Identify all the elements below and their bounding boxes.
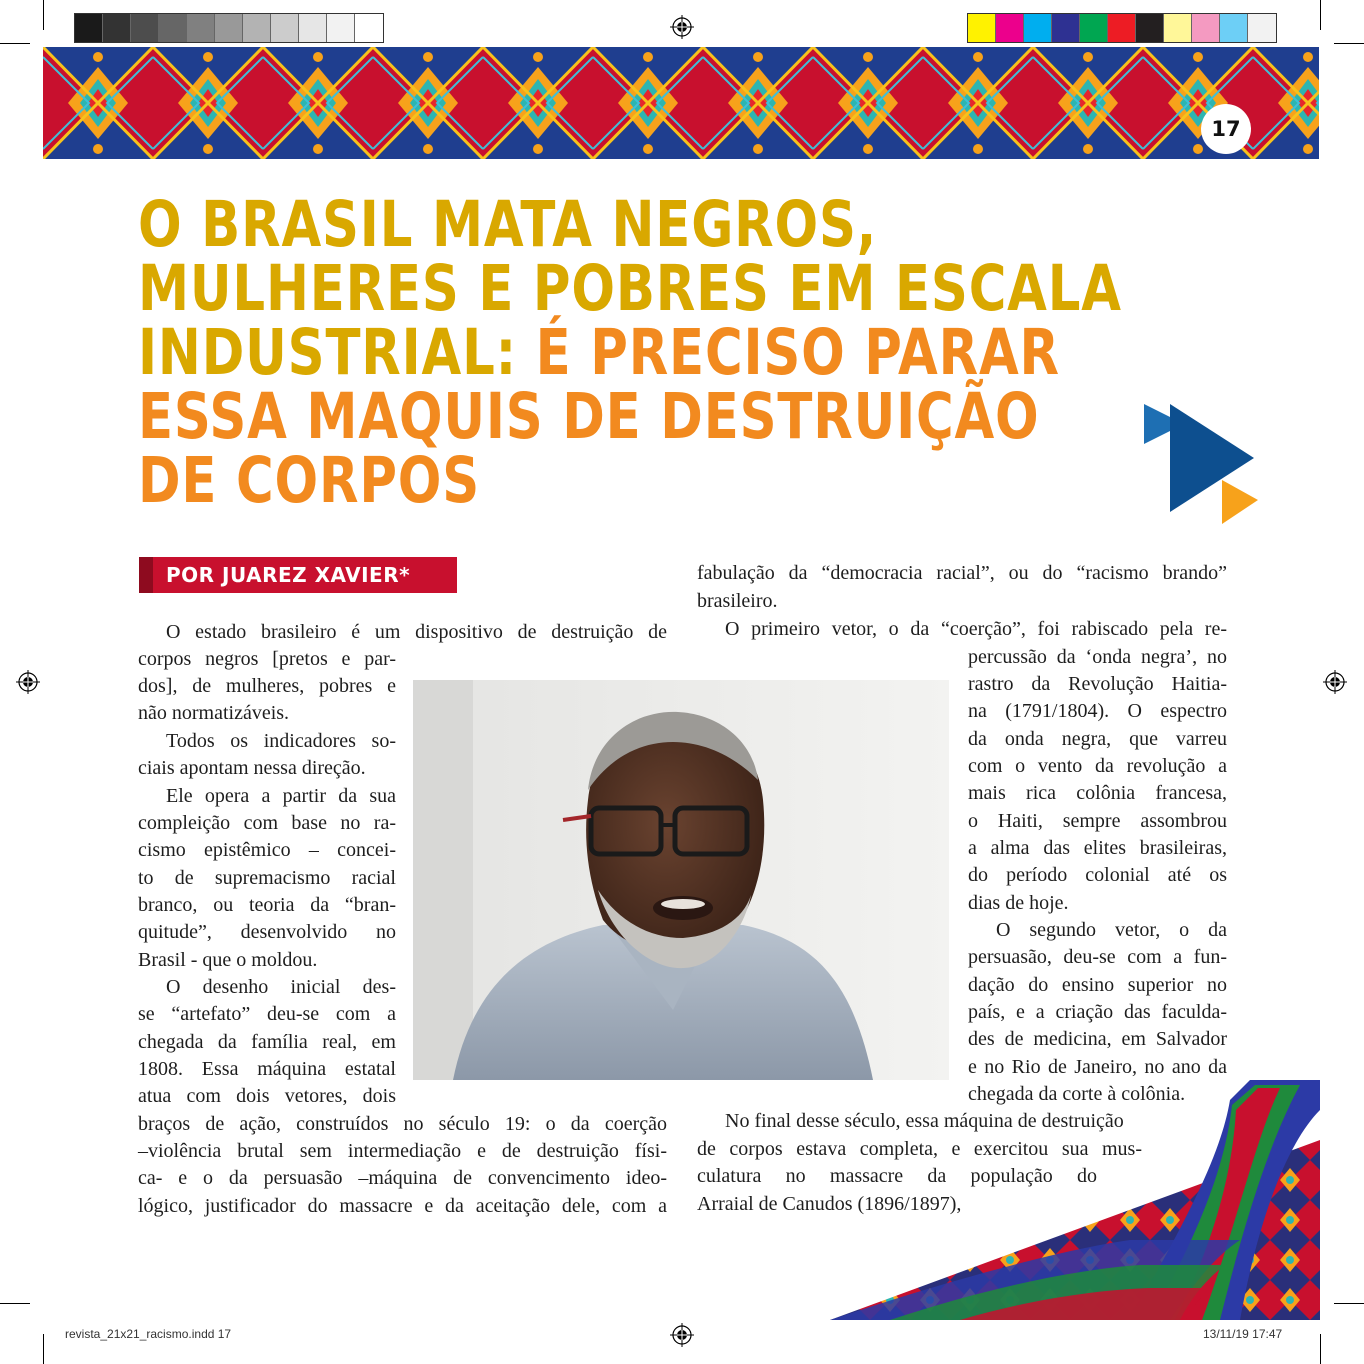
body-line: braços de ação, construídos no século 19: o da coerção [138, 1113, 667, 1135]
headline [138, 188, 1122, 517]
body-line: o Haiti, sempre assombrou [968, 810, 1227, 832]
crop-mark [1334, 1303, 1364, 1304]
body-line: dos], de mulheres, pobres e [138, 675, 396, 697]
body-line: quitude”, desenvolvido no [138, 921, 396, 943]
body-line: chegada da família real, em [138, 1031, 396, 1053]
crop-mark [1320, 0, 1321, 30]
triangle-decoration-icon [1140, 400, 1260, 530]
body-line: culatura no massacre da população do [697, 1165, 1097, 1187]
headline-line: É PRECISO PARAR [535, 316, 1060, 389]
body-line: O desenho inicial des- [166, 976, 396, 998]
body-line: de corpos estava completa, e exercitou sua mus- [697, 1138, 1142, 1160]
body-line: ciais apontam nessa direção. [138, 757, 366, 779]
body-line: país, e a criação das faculda- [968, 1001, 1227, 1023]
registration-mark-icon [1323, 670, 1347, 694]
headline-line: INDUSTRIAL: [138, 316, 536, 389]
body-line: Brasil - que o moldou. [138, 949, 318, 971]
body-line: 1808. Essa máquina estatal [138, 1058, 396, 1080]
body-line: do período colonial até os [968, 864, 1227, 886]
body-line: O primeiro vetor, o da “coerção”, foi rabiscado pela re- [725, 618, 1227, 640]
body-line: dação do ensino superior no [968, 974, 1227, 996]
author-photo [413, 680, 949, 1080]
grayscale-color-bar [74, 13, 384, 43]
body-line: dias de hoje. [968, 892, 1069, 914]
body-line: –violência brutal sem intermediação e de destruição físi- [138, 1140, 667, 1162]
headline-line: ESSA MAQUIS DE DESTRUIÇÃO [138, 380, 1040, 453]
body-line: corpos negros [pretos e par- [138, 648, 396, 670]
crop-mark [43, 0, 44, 30]
crop-mark [0, 1303, 30, 1304]
body-line: se “artefato” deu-se com a [138, 1003, 396, 1025]
body-line: atua com dois vetores, dois [138, 1085, 396, 1107]
headline-line: DE CORPOS [138, 444, 481, 517]
body-line: a alma das elites brasileiras, [968, 837, 1227, 859]
body-line: não normatizáveis. [138, 702, 290, 724]
registration-mark-icon [670, 15, 694, 39]
body-line: O estado brasileiro é um dispositivo de destruição de [166, 621, 667, 643]
body-line: fabulação da “democracia racial”, ou do “racismo brando” [697, 562, 1227, 584]
body-line: mais rica colônia francesa, [968, 782, 1227, 804]
crop-mark [43, 1334, 44, 1364]
body-line: Ele opera a partir da sua [166, 785, 396, 807]
crop-mark [0, 43, 30, 44]
cmyk-color-bar [967, 13, 1277, 43]
body-line: chegada da corte à colônia. [968, 1083, 1186, 1105]
body-line: branco, ou teoria da “bran- [138, 894, 396, 916]
body-line: cismo epistêmico – concei- [138, 839, 396, 861]
footer-file-slug: revista_21x21_racismo.indd 17 [65, 1327, 232, 1341]
body-line: des de medicina, em Salvador [968, 1028, 1227, 1050]
body-line: Arraial de Canudos (1896/1897), [697, 1193, 962, 1215]
page-number: 17 [1201, 104, 1251, 154]
author-byline: POR JUAREZ XAVIER* [166, 563, 411, 587]
crop-mark [1334, 43, 1364, 44]
footer-date-slug: 13/11/19 17:47 [1203, 1327, 1283, 1341]
body-line: to de supremacismo racial [138, 867, 396, 889]
body-line: rastro da Revolução Haitia- [968, 673, 1227, 695]
african-pattern-banner [43, 47, 1319, 159]
crop-mark [1320, 1334, 1321, 1364]
body-line: da onda negra, que varreu [968, 728, 1227, 750]
body-line: na (1791/1804). O espectro [968, 700, 1227, 722]
registration-mark-icon [670, 1323, 694, 1347]
body-line: e no Rio de Janeiro, no ano da [968, 1056, 1227, 1078]
body-line: ca- e o da persuasão –máquina de convencimento ideo- [138, 1167, 667, 1189]
headline-line: MULHERES E POBRES EM ESCALA [138, 252, 1122, 325]
body-line: persuasão, deu-se com a fun- [968, 946, 1227, 968]
body-line: O segundo vetor, o da [996, 919, 1227, 941]
author-accent [139, 557, 153, 593]
body-line: Todos os indicadores so- [166, 730, 396, 752]
body-line: No final desse século, essa máquina de destruição [725, 1110, 1124, 1132]
body-line: compleição com base no ra- [138, 812, 396, 834]
headline-line: O BRASIL MATA NEGROS, [138, 188, 878, 261]
body-line: com o vento da revolução a [968, 755, 1227, 777]
body-line: brasileiro. [697, 590, 778, 612]
registration-mark-icon [16, 670, 40, 694]
body-line: percussão da ‘onda negra’, no [968, 646, 1227, 668]
body-line: lógico, justificador do massacre e da aceitação dele, com a [138, 1195, 667, 1217]
